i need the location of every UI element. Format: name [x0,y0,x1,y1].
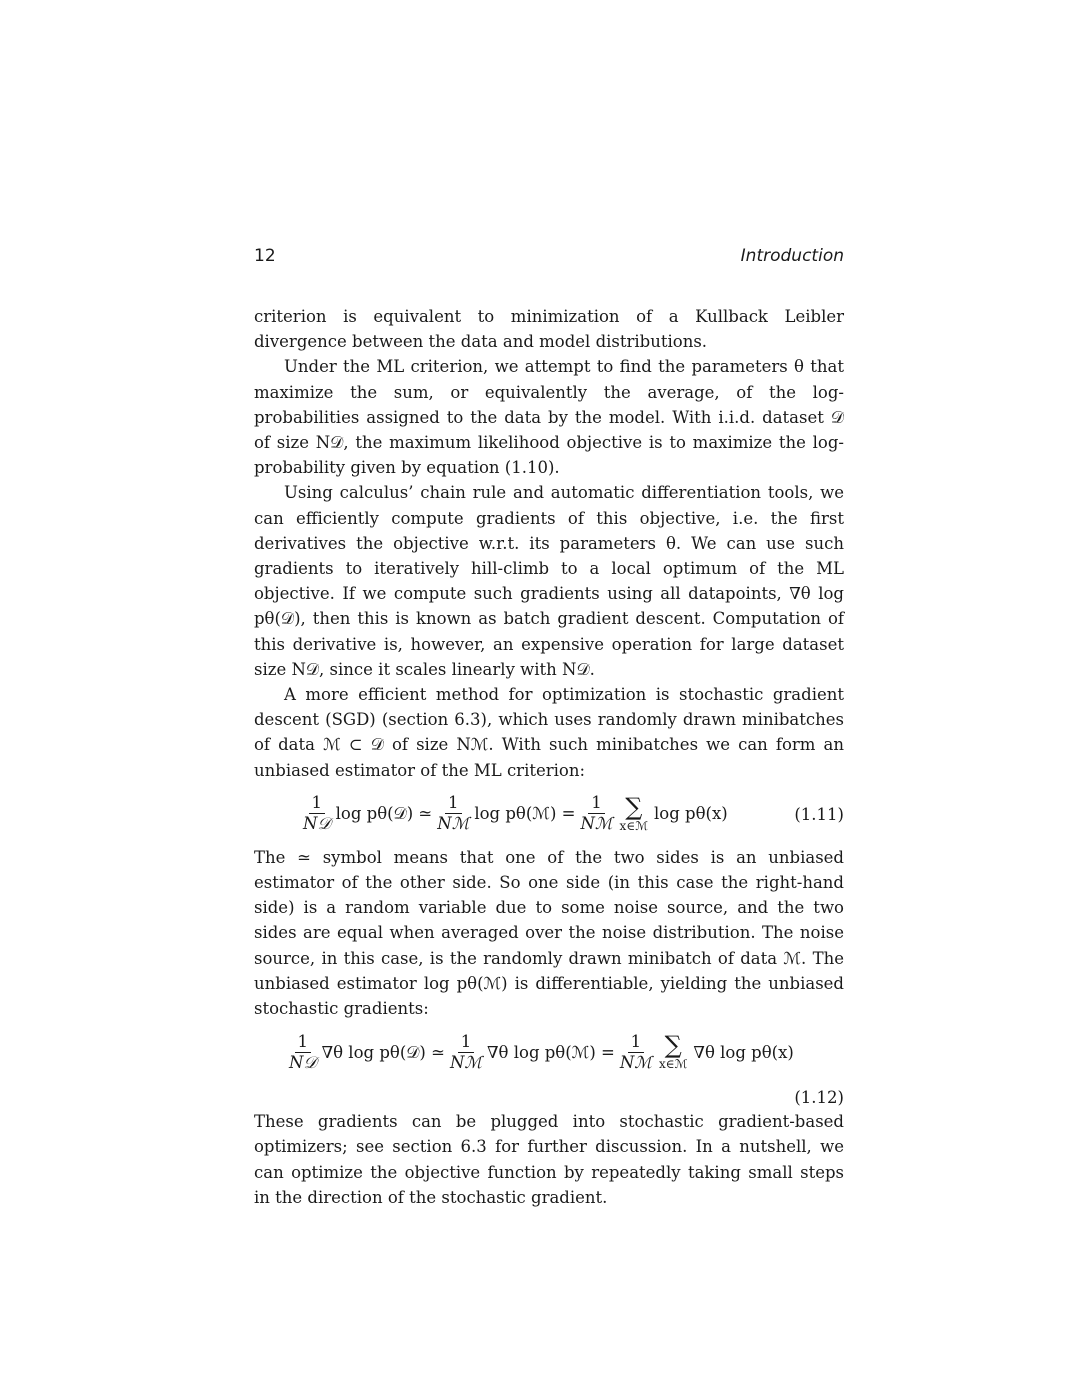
sigma-symbol: ∑ [625,792,643,821]
summation [619,792,649,833]
denominator-nm: Nℳ [437,814,470,834]
numerator: 1 [309,793,326,814]
page-number: 12 [254,246,276,266]
eq-term-3: ∇θ log pθ(x) [693,1042,794,1062]
equation-1-12 [254,1021,844,1109]
fraction-1-over-nm-2 [580,793,612,834]
summation [659,1033,687,1071]
fraction-1-over-nm-2 [620,1032,652,1073]
sum-subscript: x∈ℳ [619,818,649,833]
eq-term-2: log pθ(ℳ) = [474,804,576,824]
paragraph-2: Under the ML criterion, we attempt to find the parameters θ that maximize the sum, or equivalently the average, of the log-probabilities assigned to the data by the model. With i.i.d. dataset 𝒟 of size N𝒟, the maximum likelihood objective is to maximize the log-probability given by equation (1.10). [254,357,844,478]
section-title: Introduction [740,246,844,266]
eq-term-1: log pθ(𝒟) ≃ [335,804,433,824]
eq-term-1: ∇θ log pθ(𝒟) ≃ [321,1042,445,1062]
sum-subscript: x∈ℳ [658,1057,688,1072]
denominator-nm: Nℳ [619,1052,652,1072]
numerator: 1 [588,793,605,814]
numerator: 1 [628,1032,645,1053]
paragraph-6: These gradients can be plugged into stochastic gradient-based optimizers; see section 6.3 for further discussion. In a nutshell, we can optimize the objective function by repeatedly taking small steps in the direction of the stochastic gradient. [254,1112,844,1207]
eq-term-2: ∇θ log pθ(ℳ) = [487,1042,615,1062]
paragraph-4: A more efficient method for optimization is stochastic gradient descent (SGD) (section 6.3), which uses randomly drawn minibatches of data ℳ ⊂ 𝒟 of size Nℳ. With such minibatches we can form an unbiased estimator of the ML criterion: [254,685,844,780]
fraction-1-over-nd [303,793,331,834]
body-text [254,304,844,1210]
equation-number: (1.11) [794,804,844,824]
equation-1-11 [254,783,844,845]
running-header [254,246,844,272]
numerator: 1 [445,793,462,814]
eq-term-3: log pθ(x) [654,804,728,824]
numerator: 1 [295,1032,312,1053]
sigma-symbol: ∑ [664,1031,682,1060]
denominator-nm: Nℳ [449,1052,483,1072]
denominator-nm: Nℳ [580,814,613,834]
equation-number: (1.12) [794,1088,844,1108]
denominator-nd: N𝒟 [289,1052,317,1072]
fraction-1-over-nm [450,1032,482,1073]
paragraph-5: The ≃ symbol means that one of the two sides is an unbiased estimator of the other side. So one side (in this case the right-hand side) is a random variable due to some noise source, and the two sides are equal when averaged over the noise distribution. The noise source, in this case, is the randomly drawn minibatch of data ℳ. The unbiased estimator log pθ(ℳ) is differentiable, yielding the unbiased stochastic gradients: [254,847,844,1019]
numerator: 1 [458,1032,475,1053]
denominator-nd: N𝒟 [303,814,331,834]
fraction-1-over-nm [437,793,469,834]
paragraph-1: criterion is equivalent to minimization of a Kullback Leibler divergence between the data and model distributions. [254,307,844,352]
paragraph-3: Using calculus’ chain rule and automatic differentiation tools, we can efficiently compute gradients of this objective, i.e. the first derivatives the objective w.r.t. its parameters θ. We can use such gradients to iteratively hill-climb to a local optimum of the ML objective. If we compute such gradients using all datapoints, ∇θ log pθ(𝒟), then this is known as batch gradient descent. Computation of this derivative is, however, an expensive operation for large dataset size N𝒟, since it scales linearly with N𝒟. [254,483,844,679]
fraction-1-over-nd [289,1032,317,1073]
